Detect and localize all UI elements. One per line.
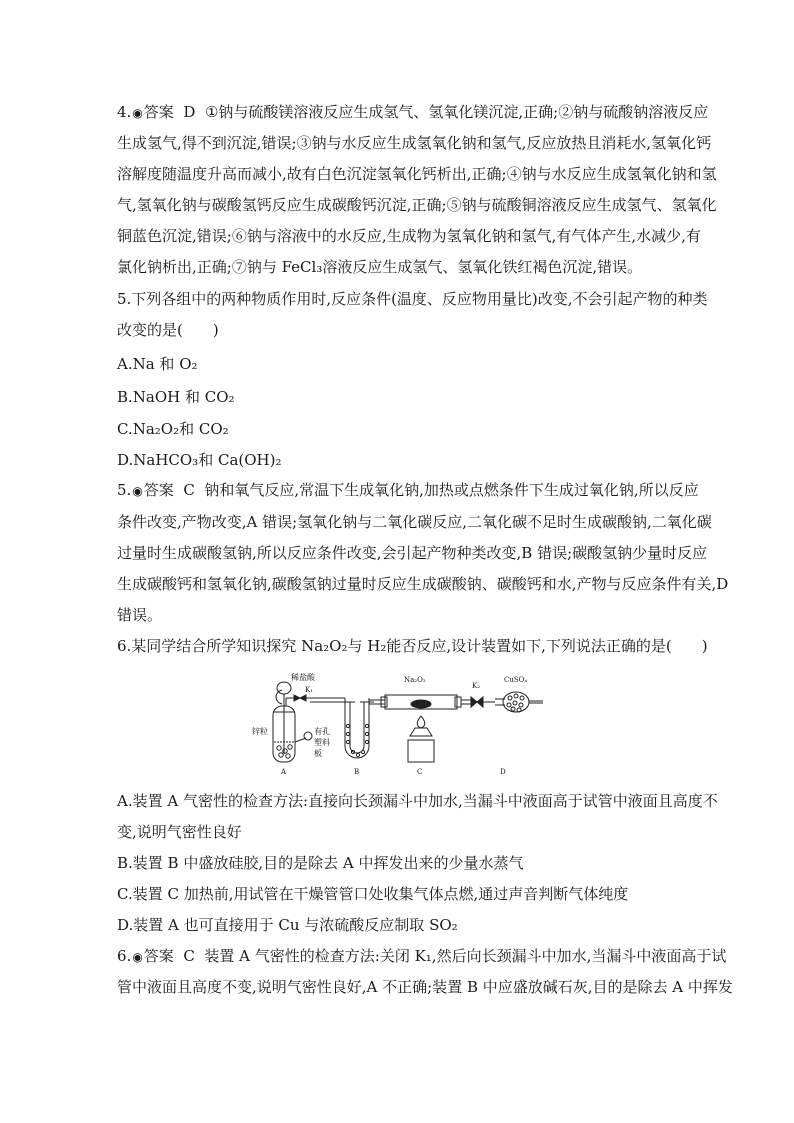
answer-marker-icon: ◉	[132, 106, 143, 120]
label-cuso4: CuSO₄	[504, 676, 528, 684]
label-a: A	[281, 768, 287, 776]
q6-answer-number: 6.	[117, 947, 132, 965]
q5-answer-line-5: 错误。	[117, 606, 163, 624]
q5-option-a: A.Na 和 O₂	[117, 355, 198, 373]
label-plate-1: 有孔	[314, 727, 330, 736]
label-plate-2: 塑料	[314, 738, 330, 747]
q5-option-b: B.NaOH 和 CO₂	[117, 388, 235, 406]
q4-answer-line-1	[117, 103, 708, 122]
q4-answer-text: ①钠与硫酸镁溶液反应生成氢气、氢氧化镁沉淀,正确;②钠与硫酸钠溶液反应	[204, 103, 709, 121]
label-d: D	[500, 768, 506, 776]
q4-answer-line-4: 气,氢氧化钠与碳酸氢钙反应生成碳酸钙沉淀,正确;⑤钠与硫酸铜溶液反应生成氢气、氢氧化	[117, 196, 717, 214]
apparatus-figure	[250, 668, 550, 776]
q4-answer-line-5: 铜蓝色沉淀,错误;⑥钠与溶液中的水反应,生成物为氢氧化钠和氢气,有气体产生,水减少,有	[117, 227, 701, 245]
label-k2: K₂	[472, 682, 481, 690]
q6-answer-value: C	[183, 947, 195, 965]
q4-answer-label: 答案	[143, 103, 174, 121]
q4-answer-value: D	[183, 103, 196, 121]
label-na2o2: Na₂O₂	[404, 676, 426, 684]
answer-marker-icon: ◉	[132, 484, 143, 498]
q5-option-c: C.Na₂O₂和 CO₂	[117, 420, 229, 438]
q6-option-d: D.装置 A 也可直接用于 Cu 与浓硫酸反应制取 SO₂	[117, 916, 458, 934]
q6-stem: 6.某同学结合所学知识探究 Na₂O₂与 H₂能否反应,设计装置如下,下列说法正确的是( )	[117, 637, 708, 655]
q5-stem-line-1: 5.下列各组中的两种物质作用时,反应条件(温度、反应物用量比)改变,不会引起产物的种类	[117, 290, 708, 308]
q5-answer-label: 答案	[143, 481, 174, 499]
q6-answer-label: 答案	[143, 947, 174, 965]
q5-option-d: D.NaHCO₃和 Ca(OH)₂	[117, 451, 282, 469]
q4-answer-number: 4.	[117, 103, 132, 121]
label-zinc: 锌粒	[252, 727, 268, 736]
label-c: C	[417, 768, 423, 776]
q6-option-a-line-2: 变,说明气密性良好	[117, 823, 242, 841]
q5-stem-line-2: 改变的是( )	[117, 321, 219, 339]
label-plate-3: 板	[314, 749, 322, 758]
q5-answer-line-2: 条件改变,产物改变,A 错误;氢氧化钠与二氧化碳反应,二氧化碳不足时生成碳酸钠,二氧化碳	[117, 513, 712, 531]
q6-answer-line-2: 管中液面且高度不变,说明气密性良好,A 不正确;装置 B 中应盛放碱石灰,目的是除去 A 中挥发	[117, 978, 733, 996]
apparatus-diagram	[250, 668, 550, 776]
q5-answer-number: 5.	[117, 481, 132, 499]
label-acid: 稀盐酸	[291, 673, 315, 682]
q5-answer-text: 钠和氧气反应,常温下生成氧化钠,加热或点燃条件下生成过氧化钠,所以反应	[204, 481, 699, 499]
q4-answer-line-6: 氯化钠析出,正确;⑦钠与 FeCl₃溶液反应生成氢气、氢氧化铁红褐色沉淀,错误。	[117, 258, 643, 276]
q4-answer-line-2: 生成氢气,得不到沉淀,错误;③钠与水反应生成氢氧化钠和氢气,反应放热且消耗水,氢氧化钙	[117, 134, 712, 152]
q6-answer-text: 装置 A 气密性的检查方法:关闭 K₁,然后向长颈漏斗中加水,当漏斗中液面高于试	[204, 947, 727, 965]
q5-answer-value: C	[183, 481, 195, 499]
q6-option-a-line-1: A.装置 A 气密性的检查方法:直接向长颈漏斗中加水,当漏斗中液面高于试管中液面且高度不	[117, 792, 718, 810]
q6-option-b: B.装置 B 中盛放硅胶,目的是除去 A 中挥发出来的少量水蒸气	[117, 854, 524, 872]
q5-answer-line-3: 过量时生成碳酸氢钠,所以反应条件改变,会引起产物种类改变,B 错误;碳酸氢钠少量时反应	[117, 544, 708, 562]
label-b: B	[354, 768, 360, 776]
q4-answer-line-3: 溶解度随温度升高而减小,故有白色沉淀氢氧化钙析出,正确;④钠与水反应生成氢氧化钠和氢	[117, 165, 717, 183]
q5-answer-line-1	[117, 481, 699, 500]
q6-answer-line-1	[117, 947, 726, 966]
answer-marker-icon: ◉	[132, 950, 143, 964]
label-k1: K₁	[305, 686, 314, 694]
q5-answer-line-4: 生成碳酸钙和氢氧化钠,碳酸氢钠过量时反应生成碳酸钠、碳酸钙和水,产物与反应条件有关,D	[117, 575, 729, 593]
q6-option-c: C.装置 C 加热前,用试管在干燥管管口处收集气体点燃,通过声音判断气体纯度	[117, 885, 629, 903]
